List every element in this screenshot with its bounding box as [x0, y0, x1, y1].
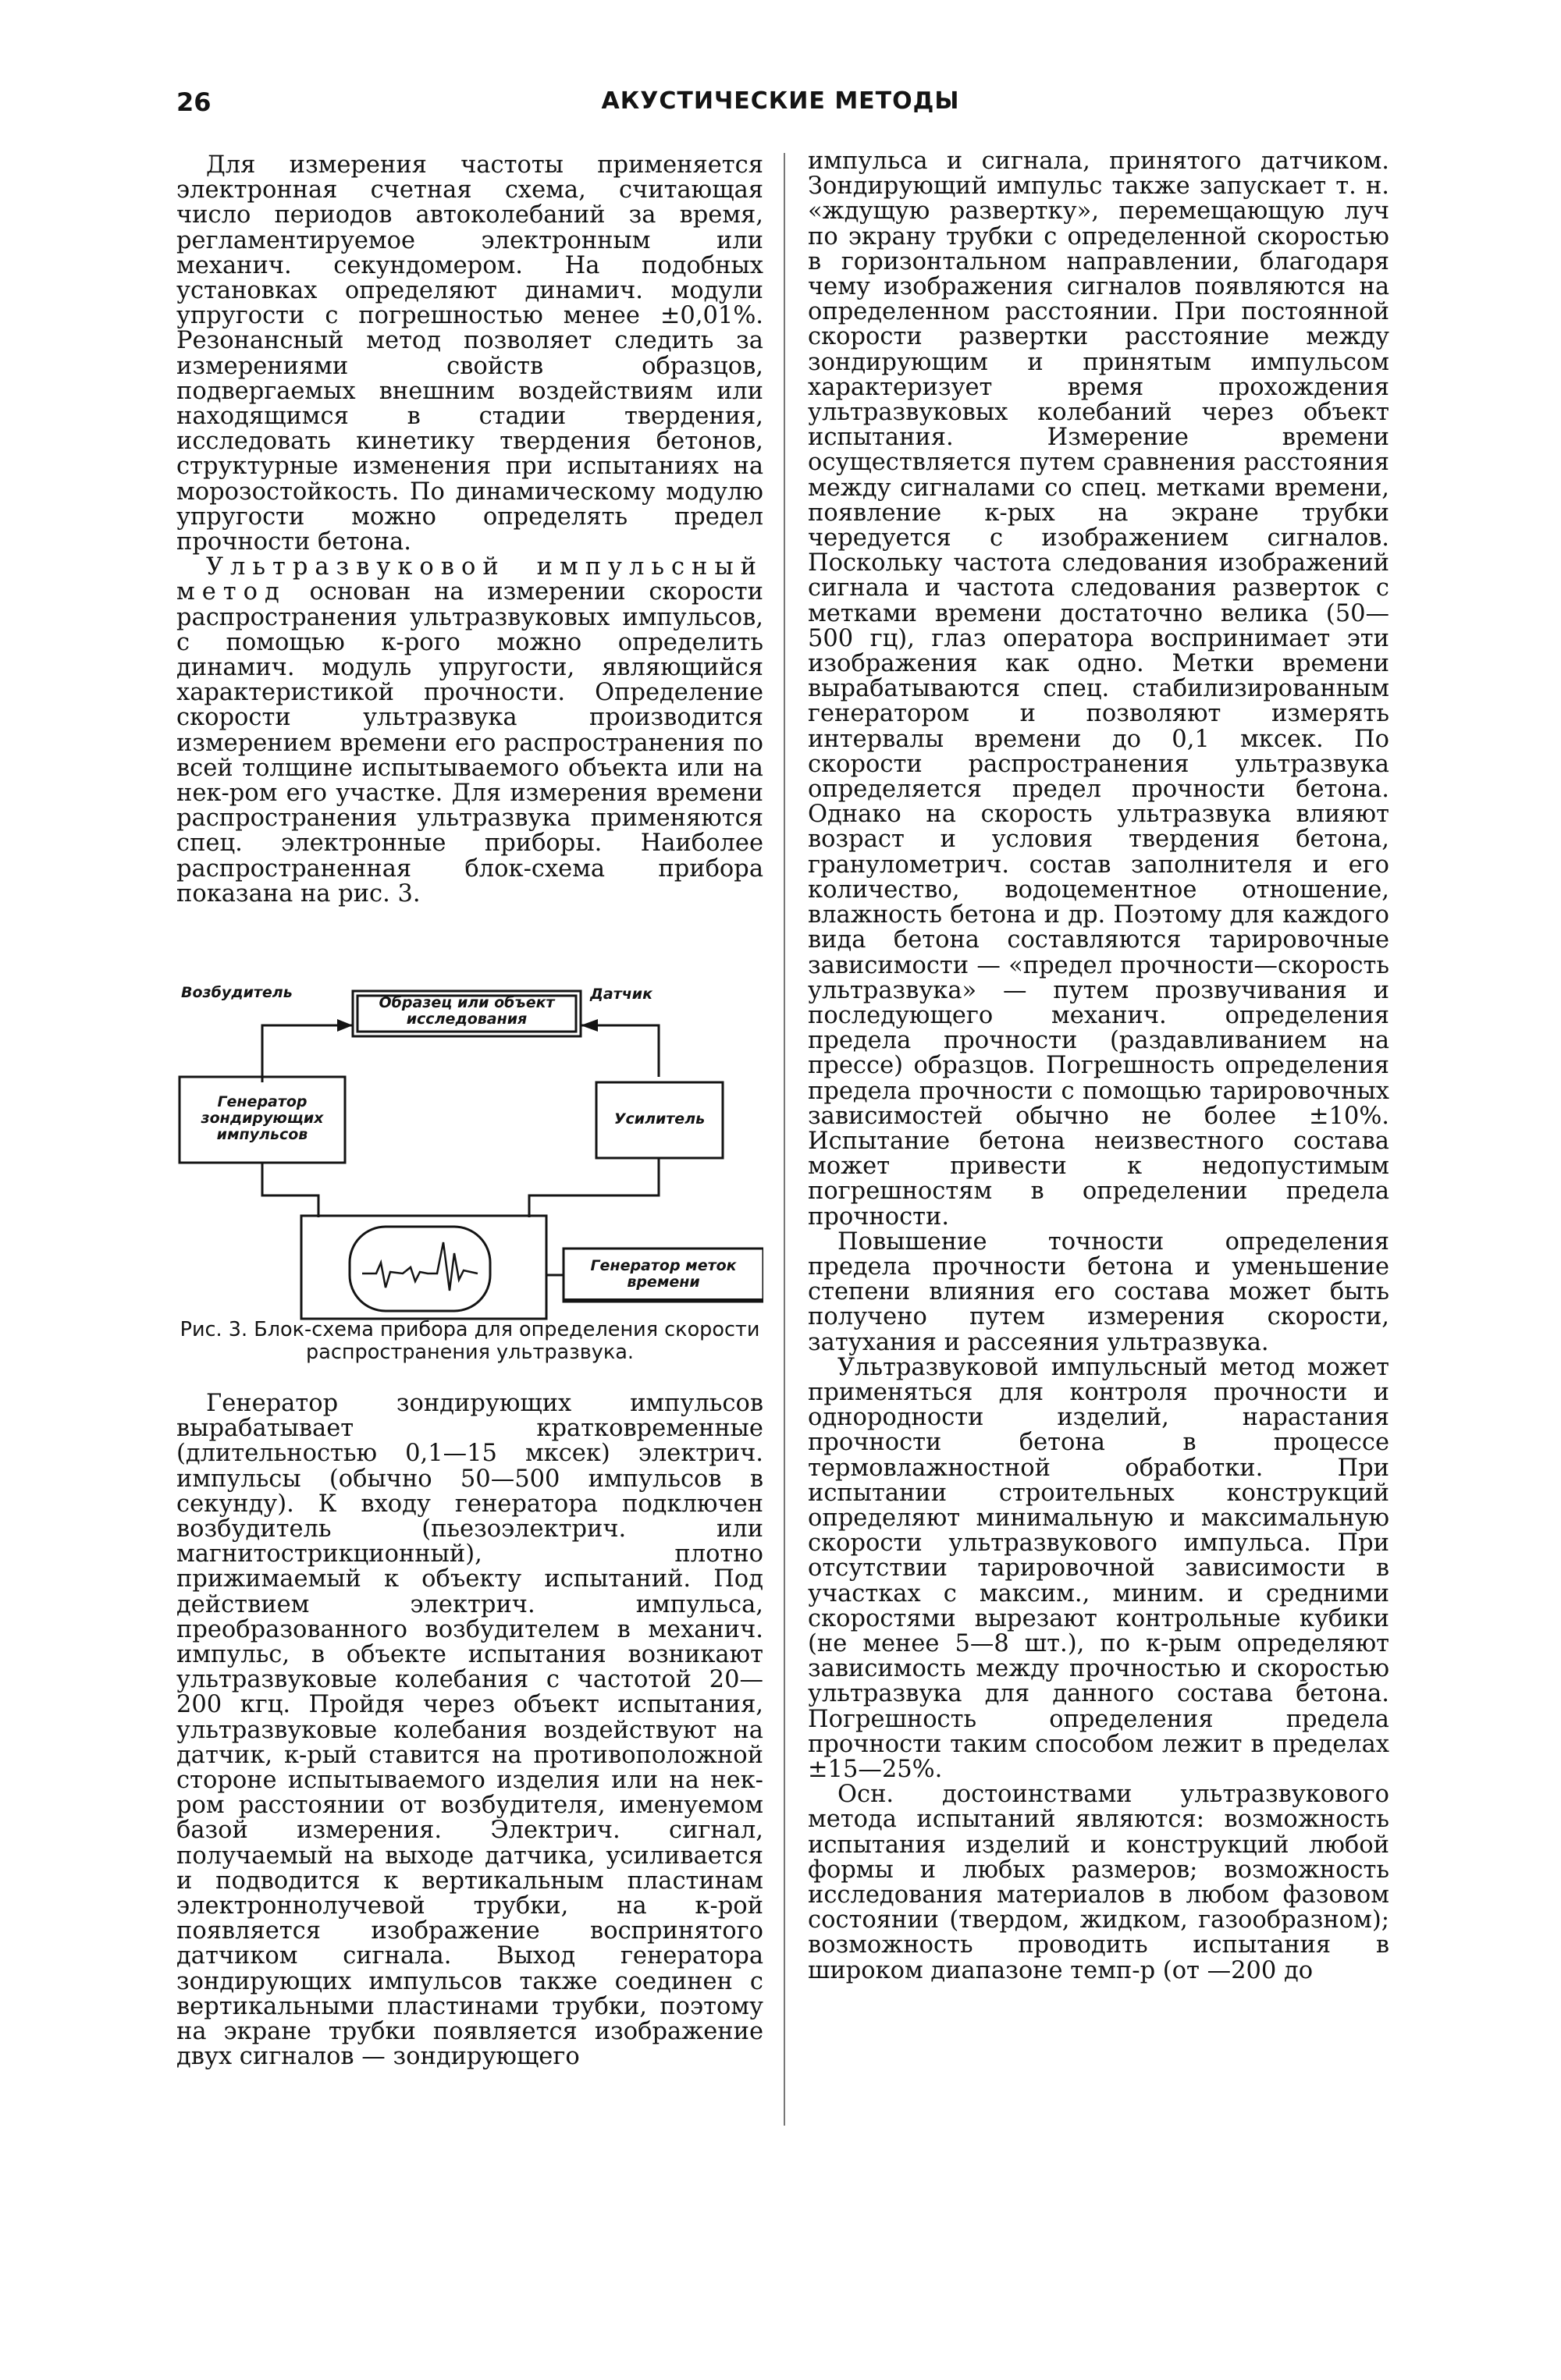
paragraph-application: Ультразвуковой импульсный метод может применяться для контроля прочности и однородности изделий, нарастания прочности бетона в процессе термовлажностной обработки. При испытании строительных конструкций определяют минимальную и максимальную скорости ультразвукового импульса. При отсутствии тарировочной зависимости в участках с максим., миним. и средними скоростями вырезают контрольные кубики (не менее 5—8 шт.), по к-рым определяют зависимость между прочностью и скоростью ультразвука для данного состава бетона. Погрешность определения предела прочности таким способом лежит в пределах ±15—25%.: [808, 1353, 1389, 1783]
left-column-top: [176, 153, 763, 907]
figure-caption: Рис. 3. Блок-схема прибора для определения скорости распространения ультразвука.: [180, 1318, 760, 1364]
exciter-arrow: [337, 1019, 353, 1032]
left-column-bottom: [176, 1391, 763, 2069]
paragraph-advantages: Осн. достоинствами ультразвукового метода испытаний являются: возможность испытания изделий и конструкций любой формы и любых размеров; возможность исследования материалов в любом фазовом состоянии (твердом, жидком, газообразном); возможность проводить испытания в широком диапазоне темп-р (от —200 до: [808, 1781, 1389, 1984]
sensor-arrow: [581, 1019, 598, 1032]
label-generator-time: Генератор меток времени: [590, 1257, 737, 1291]
label-exciter: Возбудитель: [181, 984, 293, 1001]
column-divider: [784, 153, 785, 2126]
paragraph-ultrasonic-method: [176, 555, 763, 907]
generator-crt-wire: [262, 1163, 318, 1217]
paragraph-ultrasonic-text: основан на измерении скорости распространения ультразвуковых импульсов, с помощью к-рого можно определить динамич. модуль упругости, являющийся характеристикой прочности. Определение скорости ультразвука производится измерением времени его распространения по всей толщине испытываемого объекта или на нек-ром его участке. Для измерения времени распространения ультразвука применяются спец. электронные приборы. Наиболее распространенная блок-схема прибора показана на рис. 3.: [176, 578, 764, 908]
label-sensor: Датчик: [590, 986, 653, 1003]
page-number: 26: [176, 87, 212, 117]
spaced-term: Ультразвуковой импульсный метод: [176, 553, 763, 606]
paragraph-resonance: Для измерения частоты применяется электронная счетная схема, считающая число периодов автоколебаний за время, регламентируемое электронным или механич. секундомером. На подобных установках определяют динамич. модули упругости с погрешностью менее ±0,01%. Резонансный метод позволяет следить за измерениями свойств образцов, подвергаемых внешним воздействиям или находящимся в стадии твердения, исследовать кинетику твердения бетонов, структурные изменения при испытаниях на морозостойкость. По динамическому модулю упругости можно определять предел прочности бетона.: [176, 151, 763, 556]
paragraph-generator: Генератор зондирующих импульсов вырабатывает кратковременные (длительностью 0,1—15 мксек) электрич. импульсы (обычно 50—500 импульсов в секунду). К входу генератора подключен возбудитель (пьезоэлектрич. или магнитострикционный), плотно прижимаемый к объекту испытаний. Под действием электрич. импульса, преобразованного возбудителем в механич. импульс, в объекте испытания возникают ультразвуковые колебания с частотой 20—200 кгц. Пройдя через объект испытания, ультразвуковые колебания воздействуют на датчик, к-рый ставится на противоположной стороне испытываемого изделия или на нек-ром расстоянии от возбудителя, именуемом базой измерения. Электрич. сигнал, получаемый на выходе датчика, усиливается и подводится к вертикальным пластинам электроннолучевой трубки, на к-рой появляется изображение воспринятого датчиком сигнала. Выход генератора зондирующих импульсов также соединен с вертикальными пластинами трубки, поэтому на экране трубки появляется изображение двух сигналов — зондирующего: [176, 1390, 763, 2071]
crt-screen: [350, 1227, 490, 1311]
page-header: [0, 87, 1561, 126]
paragraph-continuation: импульса и сигнала, принятого датчиком. Зондирующий импульс также запускает т. н. «ждущую развертку», перемещающую луч по экрану трубки с определенной скоростью в горизонтальном направлении, благодаря чему изображения сигналов появляются на определенном расстоянии. При постоянной скорости развертки расстояние между зондирующим и принятым импульсом характеризует время прохождения ультразвуковых колебаний через объект испытания. Измерение времени осуществляется путем сравнения расстояния между сигналами со спец. метками времени, появление к-рых на экране трубки чередуется с изображением сигналов. Поскольку частота следования изображений сигнала и частота следования разверток с метками времени достаточно велика (50—500 гц), глаз оператора воспринимает эти изображения как одно. Метки времени вырабатываются спец. стабилизированным генератором и позволяют измерять интервалы времени до 0,1 мксек. По скорости распространения ультразвука определяется предел прочности бетона. Однако на скорость ультразвука влияют возраст и условия твердения бетона, гранулометрич. состав заполнителя и его количество, водоцементное отношение, влажность бетона и др. Поэтому для каждого вида бетона составляются тарировочные зависимости — «предел прочности—скорость ультразвука» — путем прозвучивания и последующего механич. определения предела прочности (раздавливанием на прессе) образцов. Погрешность определения предела прочности с помощью тарировочных зависимостей обычно не более ±10%. Испытание бетона неизвестного состава может привести к недопустимым погрешностям в определении предела прочности.: [808, 147, 1389, 1231]
label-generator-probe: Генератор зондирующих импульсов: [201, 1093, 324, 1143]
crt-signal-trace: [362, 1242, 478, 1291]
sensor-wire: [581, 1025, 659, 1077]
amplifier-crt-wire: [529, 1158, 659, 1217]
figure-block-diagram: [176, 985, 763, 1320]
exciter-wire: [262, 1025, 353, 1082]
running-title: АКУСТИЧЕСКИЕ МЕТОДЫ: [601, 87, 960, 115]
paragraph-accuracy: Повышение точности определения предела прочности бетона и уменьшение степени влияния его состава может быть получено путем измерения скорости, затухания и рассеяния ультразвука.: [808, 1227, 1389, 1356]
label-sample: Образец или объект исследования: [379, 994, 555, 1028]
right-column: [808, 149, 1389, 1984]
label-amplifier: Усилитель: [613, 1110, 706, 1128]
crt-box: [301, 1216, 546, 1319]
